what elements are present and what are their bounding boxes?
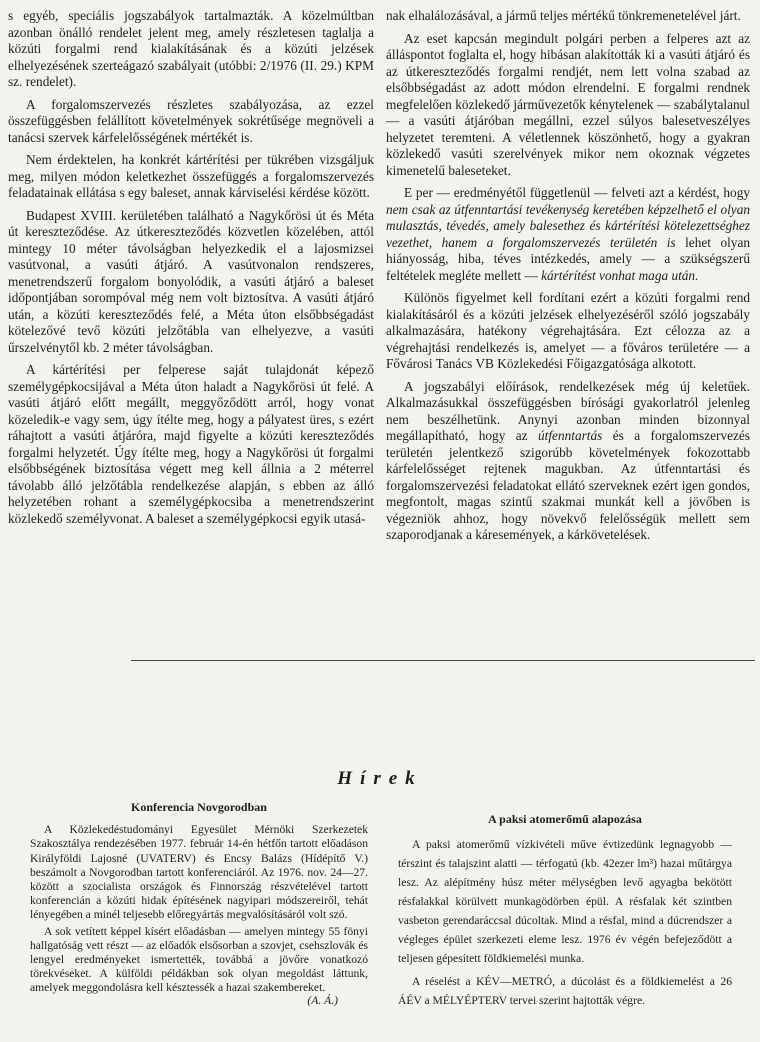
news-paragraph: A paksi atomerőmű vízkivételi műve évtizedünk legnagyobb — térszint és talajszint alatti — térfogatú (kb. 42ezer lm³) hazai műtárgya lesz. Az alépítmény húsz méter mélységben levő agyagba bekötött résfalakkal körülvett munkagödörben épül. A résfalak két szintben vasbeton gerendaráccsal dúcoltak. Mind a résfal, mind a dúcrendszer a végleges épület szerkezeti eleme lesz. 1976 év végén befejeződött a teljesen gépesített földkiemelési munka.	[398, 838, 732, 966]
article-left-column	[8, 8, 374, 533]
news-heading: A paksi atomerőmű alapozása	[488, 812, 642, 826]
text-run: és a forgalomszervezés területén jelentkező szigorúbb követelmények fokozottabb kárfelelősséget rejtenek magukban. Az útfenntartási és forgalomszervezési feladatokat ellátó szerveknek ezért igen gondos, megfontolt, magas szintű szakmai munkát kell a jövőben is végezniök ahhoz, hogy növekvő felelősségük mellett sem szaporodjanak a káresemények, a kárkövetelések.	[386, 428, 750, 542]
news-paragraph: A Közlekedéstudományi Egyesület Mérnöki Szerkezetek Szakosztálya rendezésében 1977. február 14-én hétfőn tartott előadáson Királyföldi Lajosné (UVATERV) és Encsy Balázs (Hídépítő V.) beszámolt a Novgorodban tartott konferenciáról. Az 1976. nov. 24—27. között a szocialista országok és Finnország részvételével tartott konferencián a közúti hidak építésének nagyipari módszereiről, tehát lényegében a minél teljesebb előregyártás megvalósításáról volt szó.	[30, 823, 368, 922]
article-paragraph: A kártérítési per felperese saját tulajdonát képező személygépkocsijával a Méta úton haladt a Nagykőrösi út felé. A vasúti átjáró előtt megállt, meggyőződött arról, hogy vonat közeledik-e vagy sem, úgy ítélte meg, hogy a pályatest üres, s ezért ráhajtott a vasúti átjáróra, majd figyelte a közúti kereszteződés forgalmi helyzetét. Úgy ítélte meg, hogy a Nagykőrösi út forgalmi elsőbbségének biztosítása végett meg kell állnia a 2 méterrel távolabb álló jelzőtábla rendelkezése alapján, s ebben az álló helyzetében rohant a személygépkocsiba a menetrendszerint közlekedő személyvonat. A baleset a személygépkocsi egyik utasá-	[8, 362, 374, 526]
article-paragraph	[386, 379, 750, 544]
article-paragraph	[386, 185, 750, 284]
author-signature: (A. Á.)	[307, 993, 338, 1007]
text-run: A jogszabályi előírások, rendelkezések még új keletűek. Alkalmazásukkal összefüggésben bírósági gyakorlatról jelenleg nem beszélhetünk. Anynyi azonban minden bizonnyal megállapítható, hogy az	[386, 378, 750, 443]
italic-emphasis: kártérítést vonhat maga után.	[541, 267, 699, 283]
article-right-column	[386, 8, 750, 550]
news-item-paks	[398, 812, 732, 1014]
article-paragraph: nak elhalálozásával, a jármű teljes mértékű tönkremenetelével járt.	[386, 8, 741, 23]
article-paragraph: Nem érdektelen, ha konkrét kártérítési per tükrében vizsgáljuk meg, milyen módon keletkezhet összefüggés a forgalomszervezés feladatainak ellátása s egy baleset, annak kárviselési kérdése között.	[8, 152, 374, 200]
article-paragraph: Az eset kapcsán megindult polgári perben a felperes azt az álláspontot foglalta el, hogy hibásan alakították ki a vasúti átjáró és az útkereszteződés forgalmi rendjét, nem lett volna szabad az elsőbbségadást az adott módon elrendelni. E forgalmi rendnek megfelelően közlekedő járművezetők kénytelenek — szabálytalanul — a vasúti átjáróban megállni, ezzel súlyos balesetveszélyes helyzetet teremteni. A véletlennek köszönhető, hogy a gyakran közlekedő vasúti szerelvények mikor nem okoznak végzetes kimenetelű baleseteket.	[386, 30, 750, 178]
article-paragraph: Budapest XVIII. kerületében található a Nagykőrösi út és Méta út kereszteződése. Az útkereszteződés közvetlen közelében, attól mintegy 10 méter távolságban helyezkedik el a lajosmizsei vasútvonal, a vasúti átjáró. A vasútvonalon rendszeres, menetrendszerű forgalom bonyolódik, a vasúti átjáró a baleset időpontjában sorompóval még nem volt biztosítva. A vasúti átjáró után, a közúti kereszteződés felé, a Méta úton elsőbbségadást kötelezővé tevő közúti jelzőtábla van elhelyezve, a vasúti űrszelvénytől kb. 2 méter távolságban.	[8, 207, 374, 355]
text-run: E per — eredményétől függetlenül — felveti azt a kérdést, hogy	[404, 185, 750, 200]
article-paragraph: s egyéb, speciális jogszabályok tartalmazták. A közelmúltban azonban önálló rendelet jelent meg, amely részletesen taglalja a közúti forgalmi rend kialakításának és a közúti jelzések elhelyezésének szerteágazó szabályait (utóbbi: 2/1976 (II. 29.) KPM sz. rendelet).	[8, 8, 374, 89]
italic-emphasis: útfenntartás	[538, 428, 603, 443]
news-section-title: Hírek	[337, 768, 423, 789]
italic-emphasis: nem csak az útfenntartási tevékenység keretében képzelhető el olyan mulasztás, tévedés, amely balesethez és kártérítési kötelezettséghez vezethet, hanem a forgalomszervezés területén is	[386, 201, 750, 250]
article-paragraph: Különös figyelmet kell fordítani ezért a közúti forgalmi rend kialakításáról és a közúti jelzések elhelyezéséről szóló jogszabály alkalmazására, hatékony végrehajtására. Ezt célozza az a végrehajtási rendelkezés is, amelyet — a főváros területére — a Fővárosi Tanács VB Közlekedési Főigazgatósága alkotott.	[386, 290, 750, 371]
section-divider	[131, 660, 755, 661]
news-paragraph: A réselést a KÉV—METRÓ, a dúcolást és a földkiemelést a 26 ÁÉV a MÉLYÉPTERV tervei szerint hajtották végre.	[398, 975, 732, 1008]
article-paragraph: A forgalomszervezés részletes szabályozása, az ezzel összefüggésben felállított követelmények sokrétűsége megnöveli a tanácsi szervek kárfelelősségének mértékét is.	[8, 96, 374, 145]
news-heading: Konferencia Novgorodban	[131, 800, 267, 814]
text-run: lehet olyan hiányosság, hiba, téves intézkedés, amely — a szükségszerű feltételek megléte mellett —	[386, 234, 750, 283]
news-paragraph: A sok vetített képpel kísért előadásban — amelyen mintegy 55 fönyi hallgatóság vett részt — az előadók elsősorban a szovjet, csehszlovák és lengyel eredményeket ismertették, továbbá a jövőre vonatkozó törekvéseket. A külföldi példákban sok olyan megoldást láttunk, amelyek meggondolásra kell késztessék a hazai szakembereket.	[30, 924, 368, 995]
news-item-novgorod	[30, 800, 368, 1008]
